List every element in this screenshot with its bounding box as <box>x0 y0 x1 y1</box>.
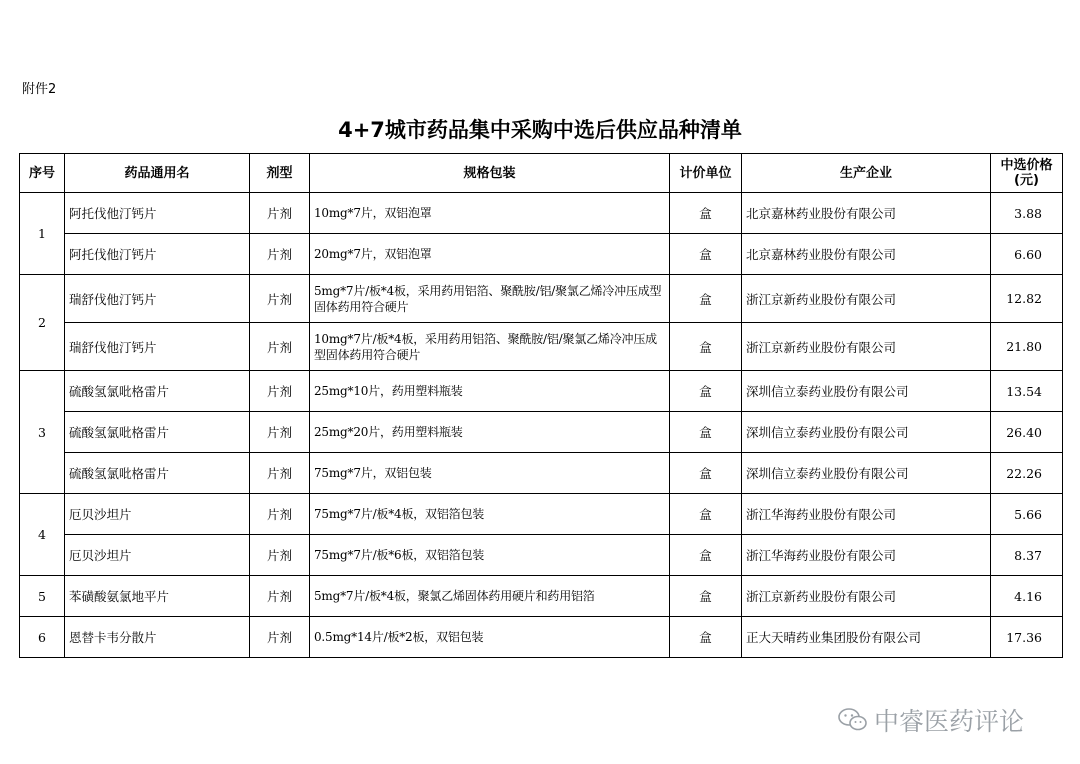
cell-unit: 盒 <box>670 234 742 275</box>
watermark-text: 中睿医药评论 <box>874 707 1025 736</box>
cell-name: 厄贝沙坦片 <box>65 494 250 535</box>
cell-form: 片剂 <box>250 494 310 535</box>
wechat-icon <box>838 707 868 733</box>
cell-maker: 浙江京新药业股份有限公司 <box>742 323 991 371</box>
cell-maker: 北京嘉林药业股份有限公司 <box>742 234 991 275</box>
cell-maker: 深圳信立泰药业股份有限公司 <box>742 371 991 412</box>
header-price-line2: (元) <box>1014 173 1039 188</box>
cell-price: 3.88 <box>991 193 1063 234</box>
cell-unit: 盒 <box>670 323 742 371</box>
cell-no: 5 <box>20 576 65 617</box>
cell-no: 3 <box>20 371 65 494</box>
cell-name: 硫酸氢氯吡格雷片 <box>65 371 250 412</box>
cell-price: 22.26 <box>991 453 1063 494</box>
cell-name: 阿托伐他汀钙片 <box>65 234 250 275</box>
drug-list-table <box>19 153 1063 658</box>
cell-form: 片剂 <box>250 576 310 617</box>
cell-spec: 5mg*7片/板*4板，采用药用铝箔、聚酰胺/铝/聚氯乙烯冷冲压成型固体药用符合硬片 <box>310 275 670 323</box>
watermark <box>838 702 1024 738</box>
cell-maker: 浙江京新药业股份有限公司 <box>742 576 991 617</box>
table-row <box>20 412 1063 453</box>
cell-unit: 盒 <box>670 576 742 617</box>
cell-unit: 盒 <box>670 275 742 323</box>
cell-spec: 75mg*7片/板*6板，双铝箔包装 <box>310 535 670 576</box>
cell-name: 瑞舒伐他汀钙片 <box>65 323 250 371</box>
table-row <box>20 275 1063 323</box>
cell-maker: 深圳信立泰药业股份有限公司 <box>742 412 991 453</box>
cell-price: 17.36 <box>991 617 1063 658</box>
cell-price: 8.37 <box>991 535 1063 576</box>
table-row <box>20 535 1063 576</box>
cell-form: 片剂 <box>250 371 310 412</box>
cell-spec: 25mg*20片，药用塑料瓶装 <box>310 412 670 453</box>
header-unit: 计价单位 <box>670 154 742 193</box>
table-row <box>20 193 1063 234</box>
cell-price: 13.54 <box>991 371 1063 412</box>
cell-unit: 盒 <box>670 412 742 453</box>
cell-maker: 浙江京新药业股份有限公司 <box>742 275 991 323</box>
table-row <box>20 323 1063 371</box>
cell-form: 片剂 <box>250 193 310 234</box>
table-row <box>20 494 1063 535</box>
cell-unit: 盒 <box>670 535 742 576</box>
header-price-line1: 中选价格 <box>1000 158 1053 173</box>
page-title: 4+7城市药品集中采购中选后供应品种清单 <box>338 118 742 142</box>
attachment-label: 附件2 <box>22 82 57 97</box>
cell-form: 片剂 <box>250 535 310 576</box>
cell-price: 26.40 <box>991 412 1063 453</box>
table-body <box>20 193 1063 658</box>
cell-name: 恩替卡韦分散片 <box>65 617 250 658</box>
cell-price: 6.60 <box>991 234 1063 275</box>
cell-spec: 10mg*7片/板*4板，采用药用铝箔、聚酰胺/铝/聚氯乙烯冷冲压成型固体药用符合硬片 <box>310 323 670 371</box>
cell-no: 6 <box>20 617 65 658</box>
cell-name: 苯磺酸氨氯地平片 <box>65 576 250 617</box>
table-row <box>20 617 1063 658</box>
cell-maker: 深圳信立泰药业股份有限公司 <box>742 453 991 494</box>
table-header-row <box>20 154 1063 193</box>
cell-spec: 20mg*7片，双铝泡罩 <box>310 234 670 275</box>
cell-form: 片剂 <box>250 617 310 658</box>
header-maker: 生产企业 <box>742 154 991 193</box>
cell-form: 片剂 <box>250 453 310 494</box>
table-row <box>20 371 1063 412</box>
cell-spec: 75mg*7片，双铝包装 <box>310 453 670 494</box>
cell-spec: 75mg*7片/板*4板，双铝箔包装 <box>310 494 670 535</box>
cell-spec: 25mg*10片，药用塑料瓶装 <box>310 371 670 412</box>
header-spec: 规格包装 <box>310 154 670 193</box>
cell-no: 1 <box>20 193 65 275</box>
cell-spec: 5mg*7片/板*4板，聚氯乙烯固体药用硬片和药用铝箔 <box>310 576 670 617</box>
table-row <box>20 576 1063 617</box>
cell-name: 硫酸氢氯吡格雷片 <box>65 412 250 453</box>
table-row <box>20 234 1063 275</box>
header-no: 序号 <box>20 154 65 193</box>
cell-unit: 盒 <box>670 193 742 234</box>
cell-name: 阿托伐他汀钙片 <box>65 193 250 234</box>
cell-name: 厄贝沙坦片 <box>65 535 250 576</box>
cell-spec: 10mg*7片，双铝泡罩 <box>310 193 670 234</box>
cell-unit: 盒 <box>670 453 742 494</box>
cell-no: 2 <box>20 275 65 371</box>
cell-unit: 盒 <box>670 494 742 535</box>
header-form: 剂型 <box>250 154 310 193</box>
cell-name: 硫酸氢氯吡格雷片 <box>65 453 250 494</box>
cell-form: 片剂 <box>250 275 310 323</box>
header-price <box>991 154 1063 193</box>
cell-maker: 浙江华海药业股份有限公司 <box>742 494 991 535</box>
cell-form: 片剂 <box>250 412 310 453</box>
cell-price: 4.16 <box>991 576 1063 617</box>
cell-spec: 0.5mg*14片/板*2板，双铝包装 <box>310 617 670 658</box>
cell-unit: 盒 <box>670 617 742 658</box>
cell-unit: 盒 <box>670 371 742 412</box>
cell-price: 5.66 <box>991 494 1063 535</box>
cell-maker: 浙江华海药业股份有限公司 <box>742 535 991 576</box>
cell-form: 片剂 <box>250 323 310 371</box>
cell-form: 片剂 <box>250 234 310 275</box>
header-name: 药品通用名 <box>65 154 250 193</box>
cell-maker: 北京嘉林药业股份有限公司 <box>742 193 991 234</box>
table-row <box>20 453 1063 494</box>
cell-price: 21.80 <box>991 323 1063 371</box>
cell-no: 4 <box>20 494 65 576</box>
cell-maker: 正大天晴药业集团股份有限公司 <box>742 617 991 658</box>
cell-name: 瑞舒伐他汀钙片 <box>65 275 250 323</box>
cell-price: 12.82 <box>991 275 1063 323</box>
